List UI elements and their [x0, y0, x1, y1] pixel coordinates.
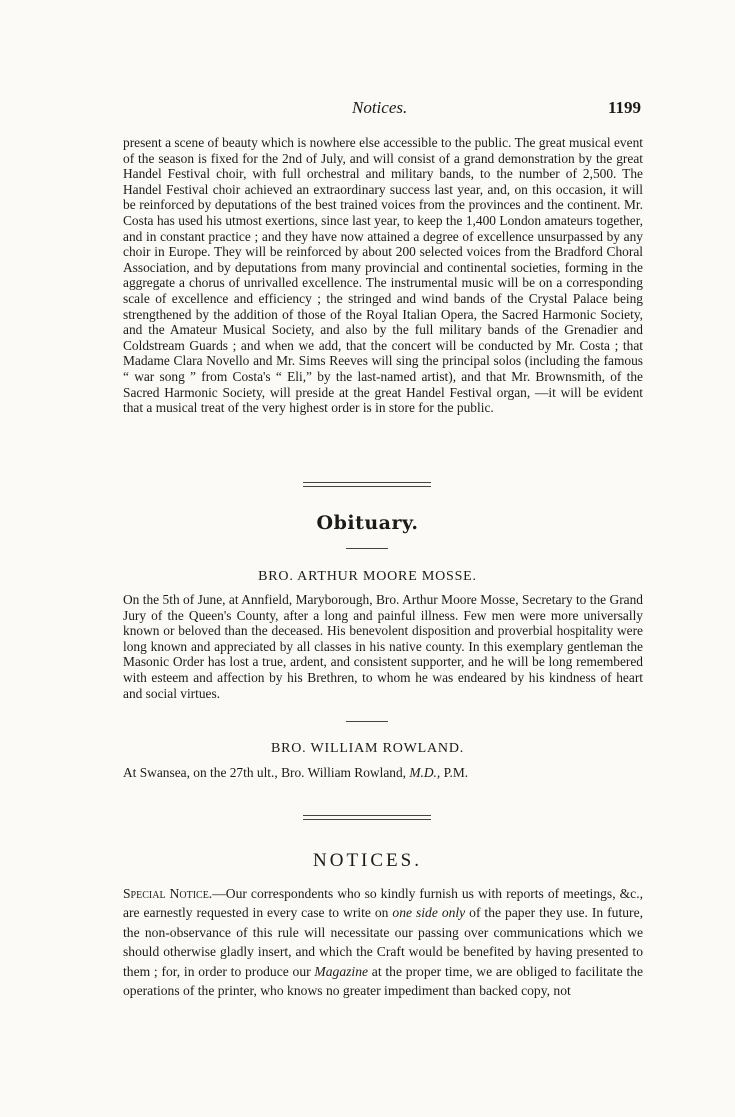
page-number: 1199 — [607, 98, 641, 117]
obituary-name-mosse: BRO. ARTHUR MOORE MOSSE. — [258, 569, 477, 584]
obituary-text-mosse: On the 5th of June, at Annfield, Maryborough, Bro. Arthur Moore Mosse, Secretary to the Grand Jury of the Queen's County, after a long and painful illness. Few men were more universally known or beloved than the deceased. His benevolent disposition and proverbial hospitality were long known and appreciated by all classes in his native county. In this exemplary gentleman the Masonic Order has lost a true, ardent, and consistent supporter, and he will be long remembered with esteem and affection by his Brethren, to whom he was endeared by his kindness of heart and social virtues. — [123, 592, 643, 701]
notices-heading: NOTICES. — [313, 850, 422, 871]
obituary-text-rowland: At Swansea, on the 27th ult., Bro. William Rowland, M.D., P.M. — [123, 765, 469, 780]
special-notice-label: Special Notice. — [123, 886, 213, 901]
obituary-rule — [346, 548, 388, 549]
special-notice-paragraph: Special Notice.—Our correspondents who so kindly furnish us with reports of meetings, &c., are earnestly requested in every case to write on one side only of the paper they use. In future, the non-observance of this rule will necessitate our passing over communications which we should otherwise gladly insert, and which the Craft would be benefited by having presented to them ; for, in order to produce our Magazine at the proper time, we are obliged to facilitate the operations of the printer, who knows no greater impediment than backed copy, not — [123, 886, 644, 999]
obituary-separator — [346, 721, 388, 722]
page-header — [0, 98, 735, 120]
section-divider — [303, 815, 431, 820]
festival-paragraph: present a scene of beauty which is nowhere else accessible to the public. The great musical event of the season is fixed for the 2nd of July, and will consist of a grand demonstration by the great Handel Festival choir, with full orchestral and military bands, to the number of 2,500. The Handel Festival choir achieved an extraordinary success last year, and, on this occasion, it will be reinforced by deputations of the best trained voices from the provinces and the continent. Mr. Costa has used his utmost exertions, since last year, to keep the 1,400 London amateurs together, and in constant practice ; and they have now attained a degree of excellence unsurpassed by any choir in Europe. They will be reinforced by about 200 selected voices from the Bradford Choral Association, and by deputations from many provincial and continental societies, forming in the aggregate a chorus of unrivalled excellence. The instrumental music will be on a corresponding scale of excellence and efficiency ; the stringed and wind bands of the Crystal Palace being strengthened by the addition of those of the Royal Italian Opera, the Sacred Harmonic Society, and the Amateur Musical Society, and also by the full military bands of the Grenadier and Coldstream Guards ; and when we add, that the concert will be conducted by Mr. Costa ; that Madame Clara Novello and Mr. Sims Reeves will sing the principal solos (including the famous “ war song ” from Costa's “ Eli,” by the last-named artist), and that Mr. Brownsmith, of the Sacred Harmonic Society, will preside at the great Handel Festival organ, —it will be evident that a musical treat of the very highest order is in store for the public. — [123, 135, 643, 416]
section-divider — [303, 482, 431, 487]
obituary-name-rowland: BRO. WILLIAM ROWLAND. — [270, 741, 465, 756]
obituary-heading: Obituary. — [316, 512, 419, 534]
running-title: Notices. — [352, 98, 408, 117]
